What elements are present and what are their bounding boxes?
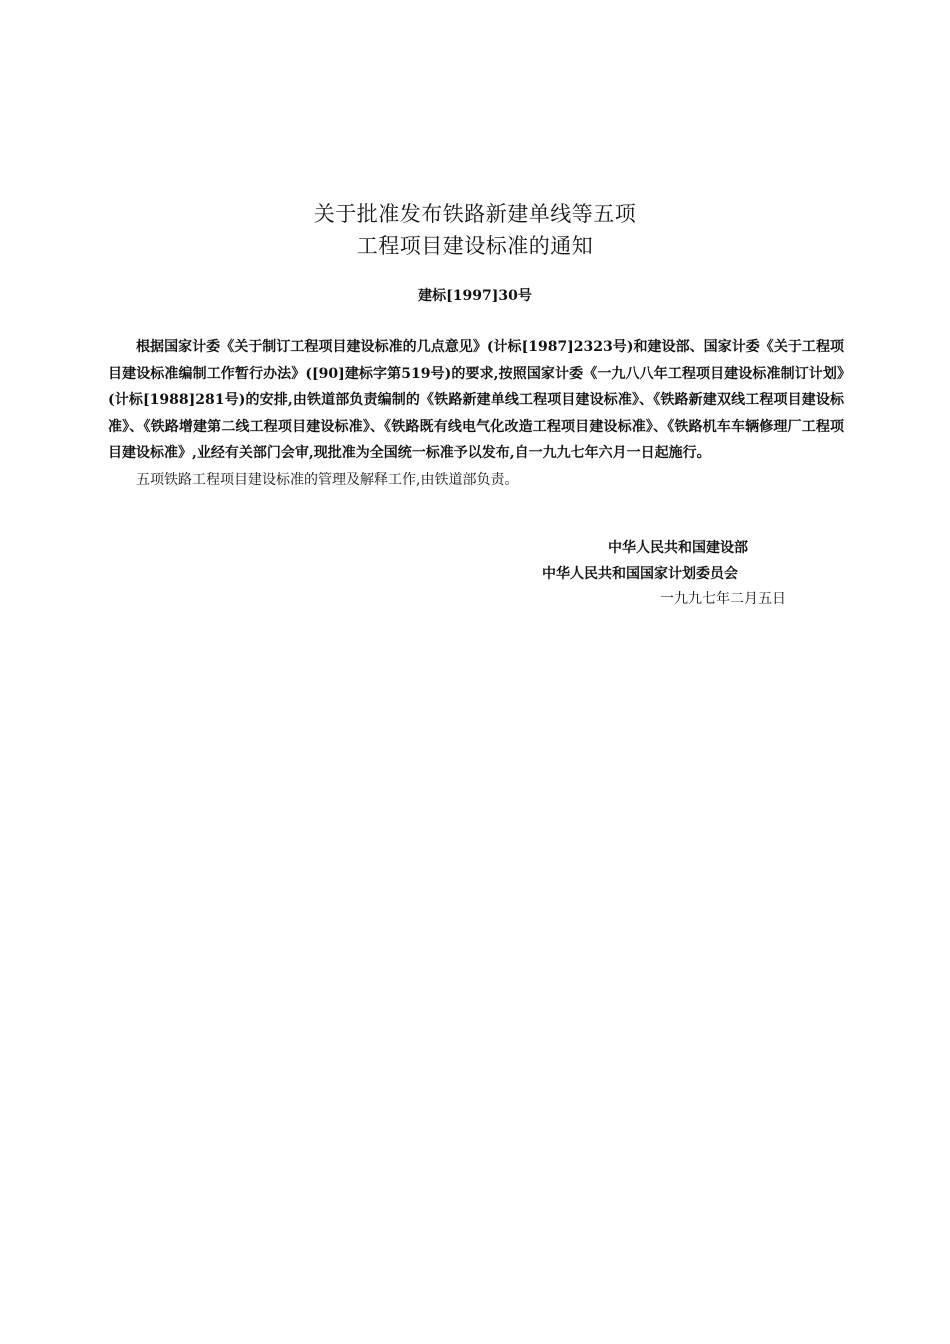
- document-title-line2: 工程项目建设标准的通知: [356, 234, 594, 258]
- signatory-ministry-construction: 中华人民共和国建设部: [608, 540, 748, 556]
- body-paragraph-2: 五项铁路工程项目建设标准的管理及解释工作,由铁道部负责。: [136, 471, 519, 488]
- body-paragraph-1: 根据国家计委《关于制订工程项目建设标准的几点意见》(计标[1987]2323号)和建设部、国家计委《关于工程项目建设标准编制工作暂行办法》([90]建标字第519号)的要求,按照国家计委《一九八八年工程项目建设标准制订计划》(计标[1988]281号)的安排,由铁道部负责编制的《铁路新建单线工程项目建设标准》、《铁路新建双线工程项目建设标准》、《铁路增建第二线工程项目建设标准》、《铁路既有线电气化改造工程项目建设标准》、《铁路机车车辆修理厂工程项目建设标准》,业经有关部门会审,现批准为全国统一标准予以发布,自一九九七年六月一日起施行。: [108, 339, 844, 461]
- document-body: [108, 334, 844, 493]
- document-number: 建标[1997]30号: [418, 288, 532, 304]
- document-date: 一九九七年二月五日: [660, 591, 786, 607]
- document-title-line1: 关于批准发布铁路新建单线等五项: [313, 202, 637, 226]
- signatory-planning-commission: 中华人民共和国国家计划委员会: [542, 566, 738, 582]
